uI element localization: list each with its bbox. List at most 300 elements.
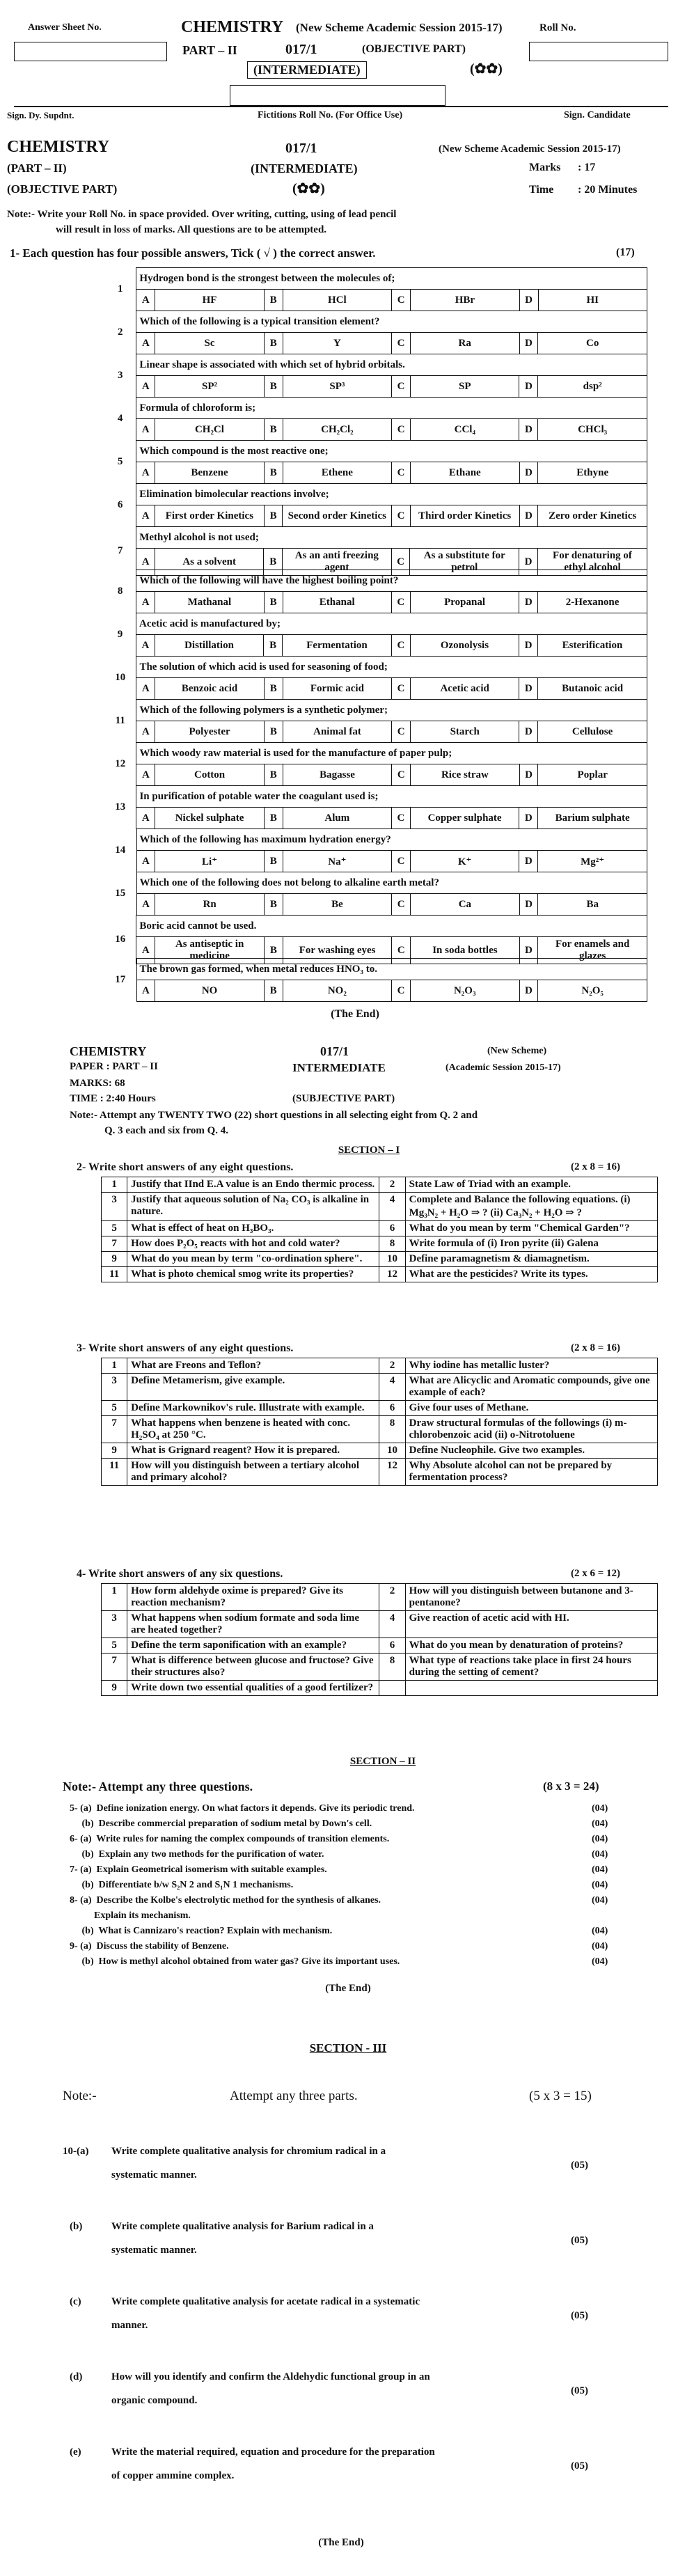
answer-sheet-box[interactable] (14, 42, 167, 61)
option-c[interactable]: HBr (411, 290, 520, 311)
option-a[interactable]: SP² (155, 376, 265, 398)
section-3-marks: (5 x 3 = 15) (529, 2089, 592, 2103)
option-b[interactable]: Formic acid (283, 678, 392, 700)
long-question-marks: (04) (592, 1926, 608, 1936)
question-number: 6 (379, 1638, 405, 1654)
option-letter[interactable]: D (519, 290, 538, 311)
question-text: Which of the following will have the highest boiling point? (136, 570, 647, 592)
obj-marks-value: : 17 (578, 162, 596, 173)
question-text: Which one of the following does not belong to alkaline earth metal? (136, 872, 647, 894)
question-number: 1 (102, 1358, 127, 1374)
option-letter[interactable]: C (392, 764, 411, 786)
option-d[interactable]: Poplar (538, 764, 647, 786)
option-letter[interactable]: B (264, 678, 283, 700)
question-number: 8 (379, 1416, 405, 1443)
option-letter[interactable]: B (264, 721, 283, 743)
question-text: Justify that aqueous solution of Na₂ CO₃ is alkaline in nature. (127, 1193, 379, 1221)
option-b[interactable]: Ethene (283, 462, 392, 484)
long-question-marks: (04) (592, 1880, 608, 1890)
option-letter[interactable]: A (136, 419, 155, 441)
fictitious-roll-box[interactable] (230, 85, 446, 106)
question-number: 2 (379, 1358, 405, 1374)
option-d[interactable]: Mg²⁺ (538, 851, 647, 872)
question-text: In purification of potable water the coagulant used is; (136, 786, 647, 808)
practical-label: (c) (70, 2296, 81, 2307)
option-d[interactable]: Barium sulphate (538, 808, 647, 829)
question-text: Justify that IInd E.A value is an Endo thermic process. (127, 1177, 379, 1193)
question-number: 6 (379, 1221, 405, 1236)
option-a[interactable]: HF (155, 290, 264, 311)
mcq-question (104, 440, 647, 484)
option-letter[interactable]: C (392, 894, 411, 916)
question-number: 5 (117, 456, 123, 467)
mcq-question (104, 397, 647, 441)
option-letter[interactable]: A (136, 894, 155, 916)
question-text: How does P₂O₅ reacts with hot and cold water? (127, 1236, 379, 1252)
option-letter[interactable]: D (519, 505, 538, 527)
option-d[interactable]: For enamels and glazes (538, 937, 647, 964)
long-question-text: 8- (a) Describe the Kolbe's electrolytic method for the synthesis of alkanes. (70, 1895, 381, 1906)
practical-marks: (05) (571, 2385, 588, 2396)
option-letter[interactable]: D (519, 894, 538, 916)
question-number: 2 (379, 1177, 405, 1193)
option-letter[interactable]: D (519, 808, 538, 829)
option-b[interactable]: Be (283, 894, 391, 916)
option-d[interactable]: CHCl₃ (538, 419, 647, 441)
option-letter[interactable]: A (136, 937, 155, 964)
practical-label: (e) (70, 2447, 81, 2458)
long-question-marks: (04) (592, 1834, 608, 1844)
answer-sheet-no-label: Answer Sheet No. (28, 22, 102, 33)
obj-marks-label: Marks (529, 162, 561, 173)
option-letter[interactable]: A (136, 721, 155, 743)
option-letter[interactable]: C (392, 980, 411, 1002)
option-c[interactable]: Ozonolysis (410, 635, 519, 657)
option-letter[interactable]: D (519, 764, 538, 786)
section-2-end: (The End) (325, 1983, 371, 1994)
table-row (102, 1638, 658, 1654)
option-letter[interactable]: A (136, 549, 155, 576)
table-row (102, 1177, 658, 1193)
question-text: Linear shape is associated with which set of hybrid orbitals. (136, 354, 647, 376)
option-letter[interactable]: A (136, 851, 155, 872)
question-text: How form aldehyde oxime is prepared? Give its reaction mechanism? (127, 1584, 379, 1611)
option-letter[interactable]: C (392, 721, 411, 743)
table-row (102, 1584, 658, 1611)
table-row (102, 1401, 658, 1416)
section-2-marks: (8 x 3 = 24) (543, 1780, 599, 1793)
question-number: 4 (117, 413, 123, 424)
option-letter[interactable]: A (136, 333, 155, 354)
option-letter[interactable]: B (264, 462, 283, 484)
option-letter[interactable]: B (264, 549, 283, 576)
question-text: Which of the following has maximum hydration energy? (136, 829, 647, 851)
long-question-text: 5- (a) Define ionization energy. On what factors it depends. Give its periodic trend. (70, 1803, 415, 1814)
option-a[interactable]: Cotton (155, 764, 265, 786)
mcq-question (104, 872, 647, 916)
subj-session: (Academic Session 2015-17) (446, 1062, 561, 1073)
option-letter[interactable]: C (392, 376, 411, 398)
option-letter[interactable]: C (391, 592, 410, 613)
question-text: Give four uses of Methane. (405, 1401, 657, 1416)
option-b[interactable]: SP³ (283, 376, 392, 398)
question-text: What type of reactions take place in first 24 hours during the setting of cement? (405, 1654, 657, 1681)
option-c[interactable]: Ethane (411, 462, 520, 484)
option-c[interactable]: Rice straw (411, 764, 519, 786)
option-letter[interactable]: C (391, 549, 410, 576)
table-row (102, 1443, 658, 1459)
header-code: 017/1 (285, 42, 317, 57)
option-a[interactable]: Li⁺ (155, 851, 264, 872)
q2-marks: (2 x 8 = 16) (571, 1161, 621, 1172)
option-a[interactable]: Mathanal (155, 592, 265, 613)
roll-no-label: Roll No. (539, 22, 576, 33)
question-number: 17 (115, 974, 126, 985)
practical-marks: (05) (571, 2235, 588, 2246)
option-letter[interactable]: B (264, 290, 283, 311)
question-number: 16 (115, 934, 126, 945)
option-c[interactable]: As a substitute for petrol (410, 549, 519, 576)
option-letter[interactable]: A (136, 678, 155, 700)
question-number: 12 (379, 1267, 405, 1282)
fictitious-roll-label: Fictitions Roll No. (For Office Use) (258, 110, 403, 120)
table-row (102, 1252, 658, 1267)
option-b[interactable]: NO₂ (283, 980, 391, 1002)
question-number: 12 (379, 1459, 405, 1486)
option-letter[interactable]: D (519, 462, 538, 484)
question-text: How will you distinguish between a tertiary alcohol and primary alcohol? (127, 1459, 379, 1486)
option-letter[interactable]: D (519, 851, 538, 872)
option-b[interactable]: HCl (283, 290, 392, 311)
option-a[interactable]: As a solvent (155, 549, 264, 576)
option-letter[interactable]: A (136, 376, 155, 398)
header-objective-part: (OBJECTIVE PART) (362, 43, 466, 55)
option-letter[interactable]: A (136, 462, 155, 484)
q3-table (101, 1358, 658, 1486)
question-number: 11 (102, 1459, 127, 1486)
option-d[interactable]: Ethyne (538, 462, 647, 484)
table-row (102, 1374, 658, 1401)
question-text: What is difference between glucose and fructose? Give their structures also? (127, 1654, 379, 1681)
long-question-marks: (04) (592, 1849, 608, 1860)
option-a[interactable]: Benzene (155, 462, 265, 484)
question-number: 7 (117, 545, 123, 556)
question-text: Define Nucleophile. Give two examples. (405, 1443, 657, 1459)
option-d[interactable]: Butanoic acid (538, 678, 647, 700)
obj-subject: CHEMISTRY (7, 138, 110, 156)
table-row (102, 1459, 658, 1486)
option-d[interactable]: Zero order Kinetics (538, 505, 647, 527)
question-text: What is photo chemical smog write its properties? (127, 1267, 379, 1282)
mcq-question (104, 354, 647, 398)
mcq-question (104, 958, 647, 1002)
question-text: Why iodine has metallic luster? (405, 1358, 657, 1374)
option-a[interactable]: First order Kinetics (155, 505, 265, 527)
option-letter[interactable]: B (264, 333, 283, 354)
option-c[interactable]: Acetic acid (411, 678, 519, 700)
question-text: Boric acid cannot be used. (136, 916, 647, 937)
option-d[interactable]: N₂O₅ (538, 980, 647, 1002)
header-scheme: (New Scheme Academic Session 2015-17) (296, 21, 503, 34)
option-letter[interactable]: B (264, 980, 283, 1002)
question-number: 1 (102, 1177, 127, 1193)
q1-instruction: 1- Each question has four possible answers, Tick ( √ ) the correct answer. (10, 246, 376, 260)
question-text (405, 1681, 657, 1696)
question-text: Give reaction of acetic acid with HI. (405, 1611, 657, 1638)
practical-text: systematic manner. (111, 2169, 197, 2181)
option-letter[interactable]: C (392, 419, 411, 441)
question-number: 2 (117, 327, 123, 338)
long-question-text: Explain its mechanism. (70, 1910, 191, 1921)
option-letter[interactable]: C (392, 851, 411, 872)
option-letter[interactable]: A (136, 290, 155, 311)
section-1-title: SECTION – I (338, 1145, 400, 1156)
option-d[interactable]: Ba (538, 894, 647, 916)
question-text: Why Absolute alcohol can not be prepared by fermentation process? (405, 1459, 657, 1486)
option-letter[interactable]: C (391, 808, 410, 829)
option-c[interactable]: SP (411, 376, 519, 398)
option-d[interactable]: Cellulose (538, 721, 647, 743)
question-text: Define Markownikov's rule. Illustrate with example. (127, 1401, 379, 1416)
option-c[interactable]: N₂O₃ (410, 980, 519, 1002)
option-c[interactable]: CCl₄ (411, 419, 519, 441)
long-question-marks: (04) (592, 1864, 608, 1875)
option-letter[interactable]: B (265, 937, 283, 964)
q2-table (101, 1177, 658, 1282)
q3-marks: (2 x 8 = 16) (571, 1342, 621, 1353)
header-intermediate: (INTERMEDIATE) (247, 61, 367, 79)
subj-part-label: (SUBJECTIVE PART) (292, 1093, 395, 1104)
option-letter[interactable]: A (136, 764, 155, 786)
mcq-question (104, 699, 647, 743)
option-letter[interactable]: C (392, 937, 411, 964)
option-d[interactable]: Esterification (537, 635, 647, 657)
table-row (102, 1681, 658, 1696)
question-number (379, 1681, 405, 1696)
option-d[interactable]: dsp² (538, 376, 647, 398)
option-c[interactable]: Propanal (410, 592, 519, 613)
question-number: 7 (102, 1416, 127, 1443)
question-number: 9 (102, 1681, 127, 1696)
option-letter[interactable]: D (519, 592, 538, 613)
option-letter[interactable]: A (136, 505, 155, 527)
option-d[interactable]: 2-Hexanone (538, 592, 647, 613)
table-row (102, 1193, 658, 1221)
option-c[interactable]: Third order Kinetics (410, 505, 519, 527)
q3-title: 3- Write short answers of any eight questions. (77, 1342, 294, 1354)
question-number: 10 (115, 672, 126, 683)
question-text: Which woody raw material is used for the manufacture of paper pulp; (136, 743, 647, 764)
question-number: 12 (115, 758, 126, 769)
option-d[interactable]: HI (538, 290, 647, 311)
option-d[interactable]: Co (538, 333, 647, 354)
option-letter[interactable]: D (519, 678, 538, 700)
q1-marks: (17) (616, 246, 635, 258)
option-b[interactable]: CH₂Cl₂ (283, 419, 392, 441)
option-letter[interactable]: C (392, 678, 411, 700)
practical-label: (d) (70, 2371, 83, 2382)
table-row (102, 1654, 658, 1681)
option-letter[interactable]: B (264, 376, 283, 398)
table-row (102, 1236, 658, 1252)
q4-marks: (2 x 6 = 12) (571, 1568, 621, 1579)
question-number: 5 (102, 1221, 127, 1236)
mcq-question (104, 483, 647, 527)
practical-text: manner. (111, 2320, 148, 2331)
option-letter[interactable]: C (392, 462, 411, 484)
subj-note: Note:- Attempt any TWENTY TWO (22) short questions in all selecting eight from Q. 2 and (70, 1110, 478, 1121)
option-a[interactable]: CH₂Cl (155, 419, 265, 441)
question-number: 3 (102, 1611, 127, 1638)
section-3-instruction: Attempt any three parts. (230, 2089, 358, 2103)
option-letter[interactable]: B (264, 635, 283, 657)
option-a[interactable]: Benzoic acid (155, 678, 265, 700)
flower-mark-icon-2: (✿✿) (292, 181, 325, 196)
option-c[interactable]: Copper sulphate (410, 808, 519, 829)
question-number: 3 (102, 1193, 127, 1221)
question-number: 4 (379, 1611, 405, 1638)
option-letter[interactable]: A (136, 980, 155, 1002)
option-c[interactable]: Ra (410, 333, 519, 354)
option-b[interactable]: For washing eyes (283, 937, 392, 964)
option-letter[interactable]: C (392, 290, 411, 311)
subj-marks: MARKS: 68 (70, 1078, 125, 1089)
option-letter[interactable]: D (519, 635, 538, 657)
option-a[interactable]: Polyester (155, 721, 265, 743)
question-text: Define Metamerism, give example. (127, 1374, 379, 1401)
option-b[interactable]: Na⁺ (283, 851, 392, 872)
option-b[interactable]: Animal fat (283, 721, 391, 743)
practical-label: (b) (70, 2221, 83, 2232)
option-a[interactable]: As antiseptic in medicine (155, 937, 265, 964)
option-letter[interactable]: A (136, 808, 155, 829)
option-letter[interactable]: D (519, 333, 538, 354)
table-row (102, 1221, 658, 1236)
mcq-question (104, 526, 647, 576)
question-text: What happens when sodium formate and soda lime are heated together? (127, 1611, 379, 1638)
question-number: 9 (102, 1252, 127, 1267)
mcq-question (104, 570, 647, 613)
question-text: Write down two essential qualities of a good fertilizer? (127, 1681, 379, 1696)
subj-intermediate: INTERMEDIATE (292, 1061, 386, 1074)
option-b[interactable]: Fermentation (282, 635, 391, 657)
option-b[interactable]: Second order Kinetics (283, 505, 392, 527)
question-number: 11 (115, 715, 125, 726)
option-letter[interactable]: C (391, 635, 410, 657)
question-text: Which compound is the most reactive one; (136, 441, 647, 462)
option-letter[interactable]: A (136, 592, 155, 613)
option-letter[interactable]: A (136, 635, 155, 657)
q2-title: 2- Write short answers of any eight questions. (77, 1161, 294, 1173)
option-letter[interactable]: D (519, 980, 538, 1002)
option-letter[interactable]: B (264, 419, 283, 441)
option-letter[interactable]: B (264, 808, 283, 829)
option-a[interactable]: Nickel sulphate (155, 808, 265, 829)
question-text: What are Alicyclic and Aromatic compounds, give one example of each? (405, 1374, 657, 1401)
option-a[interactable]: Sc (155, 333, 265, 354)
option-letter[interactable]: D (519, 376, 538, 398)
practical-text: Write complete qualitative analysis for chromium radical in a (111, 2146, 386, 2157)
practical-text: Write complete qualitative analysis for acetate radical in a systematic (111, 2296, 420, 2307)
long-question-text: 6- (a) Write rules for naming the complex compounds of transition elements. (70, 1834, 390, 1844)
option-letter[interactable]: B (264, 851, 283, 872)
option-a[interactable]: Distillation (155, 635, 263, 657)
question-number: 8 (117, 586, 123, 597)
option-letter[interactable]: D (519, 721, 538, 743)
option-letter[interactable]: C (392, 333, 411, 354)
section-3-note: Note:- (63, 2089, 97, 2103)
long-question-text: (b) What is Cannizaro's reaction? Explain with mechanism. (70, 1926, 333, 1936)
question-text: Write formula of (i) Iron pyrite (ii) Galena (405, 1236, 657, 1252)
practical-marks: (05) (571, 2460, 588, 2472)
question-number: 8 (379, 1236, 405, 1252)
option-b[interactable]: As an anti freezing agent (283, 549, 391, 576)
option-letter[interactable]: D (519, 937, 538, 964)
option-c[interactable]: Starch (411, 721, 519, 743)
question-text: State Law of Triad with an example. (405, 1177, 657, 1193)
roll-no-box[interactable] (529, 42, 668, 61)
practical-text: systematic manner. (111, 2245, 197, 2256)
question-text: Hydrogen bond is the strongest between the molecules of; (136, 268, 647, 290)
mcq-question (104, 915, 647, 964)
practical-text: How will you identify and confirm the Aldehydic functional group in an (111, 2371, 430, 2382)
obj-end: (The End) (331, 1008, 379, 1020)
option-letter[interactable]: B (264, 592, 283, 613)
section-3-title: SECTION - III (309, 2041, 387, 2055)
option-c[interactable]: In soda bottles (411, 937, 519, 964)
question-text: The solution of which acid is used for seasoning of food; (136, 657, 647, 678)
question-number: 4 (379, 1374, 405, 1401)
option-a[interactable]: NO (155, 980, 264, 1002)
option-b[interactable]: Y (283, 333, 391, 354)
subj-note-2: Q. 3 each and six from Q. 4. (104, 1125, 229, 1136)
obj-note-2: will result in loss of marks. All questions are to be attempted. (56, 224, 327, 235)
option-c[interactable]: Ca (411, 894, 520, 916)
subj-paper: PAPER : PART – II (70, 1061, 158, 1072)
question-text: Draw structural formulas of the followings (i) m-chlorobenzoic acid (ii) o-Nitrotoluene (405, 1416, 657, 1443)
table-row (102, 1416, 658, 1443)
question-text: Elimination bimolecular reactions involve; (136, 484, 647, 505)
option-d[interactable]: For denaturing of ethyl alcohol (537, 549, 647, 576)
option-c[interactable]: K⁺ (411, 851, 519, 872)
option-letter[interactable]: B (264, 764, 283, 786)
obj-intermediate: (INTERMEDIATE) (251, 162, 358, 175)
question-number: 2 (379, 1584, 405, 1611)
option-letter[interactable]: B (264, 894, 283, 916)
subj-subject: CHEMISTRY (70, 1044, 147, 1058)
question-text: How will you distinguish between butanone and 3-pentanone? (405, 1584, 657, 1611)
option-b[interactable]: Alum (283, 808, 391, 829)
option-letter[interactable]: B (264, 505, 283, 527)
option-a[interactable]: Rn (155, 894, 265, 916)
question-text: What are Freons and Teflon? (127, 1358, 379, 1374)
option-b[interactable]: Ethanal (283, 592, 391, 613)
obj-time-label: Time (529, 184, 554, 196)
option-letter[interactable]: D (519, 549, 538, 576)
option-letter[interactable]: D (519, 419, 538, 441)
practical-label: 10-(a) (63, 2146, 89, 2157)
question-number: 14 (115, 845, 126, 856)
option-b[interactable]: Bagasse (283, 764, 392, 786)
question-text: Which of the following polymers is a synthetic polymer; (136, 700, 647, 721)
long-question-text: (b) Differentiate b/w S₂N 2 and S₁N 1 mechanisms. (70, 1880, 294, 1890)
mcq-question (104, 613, 647, 657)
long-question-marks: (04) (592, 1941, 608, 1951)
question-text: Acetic acid is manufactured by; (136, 613, 647, 635)
obj-note: Note:- Write your Roll No. in space provided. Over writing, cutting, using of lead pencil (7, 209, 397, 220)
option-letter[interactable]: C (392, 505, 411, 527)
long-question-text: (b) Describe commercial preparation of sodium metal by Down's cell. (70, 1819, 372, 1829)
